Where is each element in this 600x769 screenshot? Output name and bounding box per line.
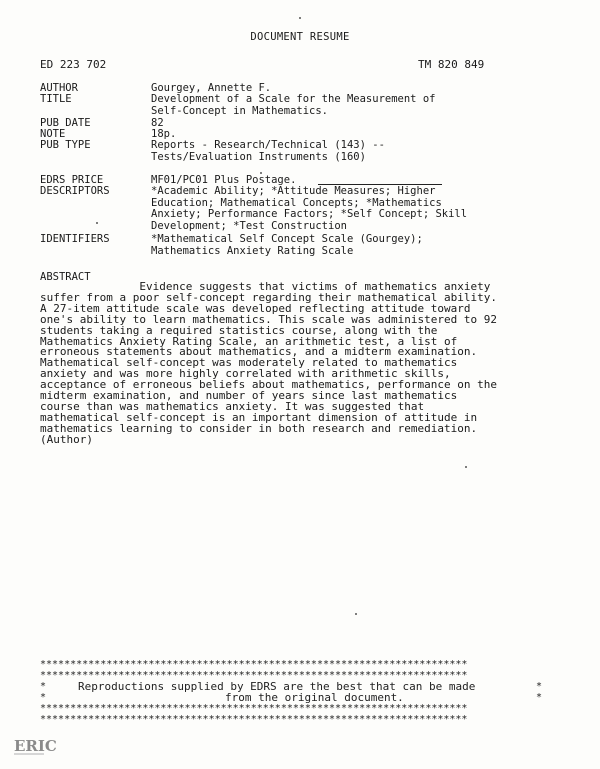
star-border-bottom: *********************************************************************** (40, 714, 468, 725)
edrs-price-label: EDRS PRICE (40, 174, 104, 186)
identifiers-line: Mathematics Anxiety Rating Scale (151, 244, 354, 257)
identifiers-label: IDENTIFIERS (40, 233, 110, 245)
abstract-label: ABSTRACT (40, 271, 91, 283)
scan-speck (299, 17, 301, 19)
title-line: Self-Concept in Mathematics. (151, 104, 329, 117)
abstract-line: (Author) (40, 432, 93, 446)
star-border-top: *********************************************************************** (40, 659, 468, 670)
abstract-line: course than was mathematics anxiety. It was suggested that (40, 399, 425, 413)
star-edge-right: * (535, 681, 542, 692)
author-line: Gourgey, Annette F. (151, 82, 272, 94)
descriptors-line: Anxiety; Performance Factors; *Self Concept; Skill (151, 208, 468, 220)
author-label: AUTHOR (40, 82, 78, 94)
abstract-line: Evidence suggests that victims of mathematics anxiety (40, 280, 491, 293)
reproduction-notice-box (40, 659, 560, 725)
abstract-line: one's ability to learn mathematics. This scale was administered to 92 (40, 312, 497, 326)
star-edge-left: * (40, 681, 47, 692)
abstract-line: Mathematical self-concept was moderately related to mathematics (40, 356, 458, 370)
note-label: NOTE (40, 128, 66, 140)
eric-logo (12, 732, 57, 758)
pub-type-label: PUB TYPE (40, 139, 91, 151)
abstract-line: Mathematics Anxiety Rating Scale, an arithmetic test, a list of (40, 334, 458, 348)
document-title: DOCUMENT RESUME (250, 31, 350, 43)
descriptors-line: Development; *Test Construction (151, 219, 347, 232)
abstract-body (40, 282, 560, 446)
star-edge-right: * (535, 692, 542, 703)
scan-speck (355, 613, 357, 615)
identifiers-value (151, 234, 551, 257)
star-border-top: *********************************************************************** (40, 670, 468, 681)
pub-type-line: Reports - Research/Technical (143) -- (151, 139, 385, 151)
pub-date-line: 82 (151, 117, 164, 129)
title-label: TITLE (40, 93, 72, 105)
descriptors-line: Education; Mathematical Concepts; *Mathematics (151, 196, 442, 209)
abstract-line: anxiety and was more highly correlated with arithmetic skills, (40, 367, 451, 381)
pub-type-line: Tests/Evaluation Instruments (160) (151, 150, 366, 163)
abstract-line: A 27-item attitude scale was developed reflecting attitude toward (40, 301, 471, 315)
descriptors-line: *Academic Ability; *Attitude Measures; Higher (151, 185, 436, 197)
svg-text:ERIC: ERIC (14, 737, 57, 755)
abstract-line: acceptance of erroneous beliefs about mathematics, performance on the (40, 378, 497, 392)
ed-number: ED 223 702 (40, 58, 107, 71)
scan-speck (96, 222, 98, 224)
identifiers-line: *Mathematical Self Concept Scale (Gourgey); (151, 233, 423, 245)
title-value (151, 94, 551, 117)
title-line: Development of a Scale for the Measurement of (151, 93, 436, 105)
scan-speck (465, 466, 467, 468)
pub-type-value (151, 140, 551, 163)
tm-number: TM 820 849 (418, 58, 485, 71)
abstract-line: mathematical self-concept is an important dimension of attitude in (40, 410, 478, 424)
abstract-line: suffer from a poor self-concept regarding their mathematical ability. (40, 290, 497, 304)
notice-line-1: Reproductions supplied by EDRS are the best that can be made (78, 680, 476, 693)
edrs-price-line: MF01/PC01 Plus Postage. (151, 174, 297, 186)
abstract-line: erroneous statements about mathematics, and a midterm examination. (40, 345, 478, 359)
pub-date-value (151, 118, 551, 130)
scan-speck (260, 172, 262, 174)
star-border-bottom: *********************************************************************** (40, 703, 468, 714)
notice-line-2: from the original document. (225, 691, 404, 704)
pub-date-label: PUB DATE (40, 117, 91, 129)
notice-row-2 (40, 692, 560, 703)
descriptors-label: DESCRIPTORS (40, 185, 110, 197)
note-line: 18p. (151, 128, 177, 140)
abstract-line: students taking a required statistics course, along with the (40, 323, 438, 337)
star-edge-left: * (40, 692, 47, 703)
abstract-line: midterm examination, and number of years since last mathematics (40, 389, 458, 403)
abstract-line: mathematics learning to consider in both research and remediation. (40, 421, 478, 435)
descriptors-value (151, 186, 551, 232)
